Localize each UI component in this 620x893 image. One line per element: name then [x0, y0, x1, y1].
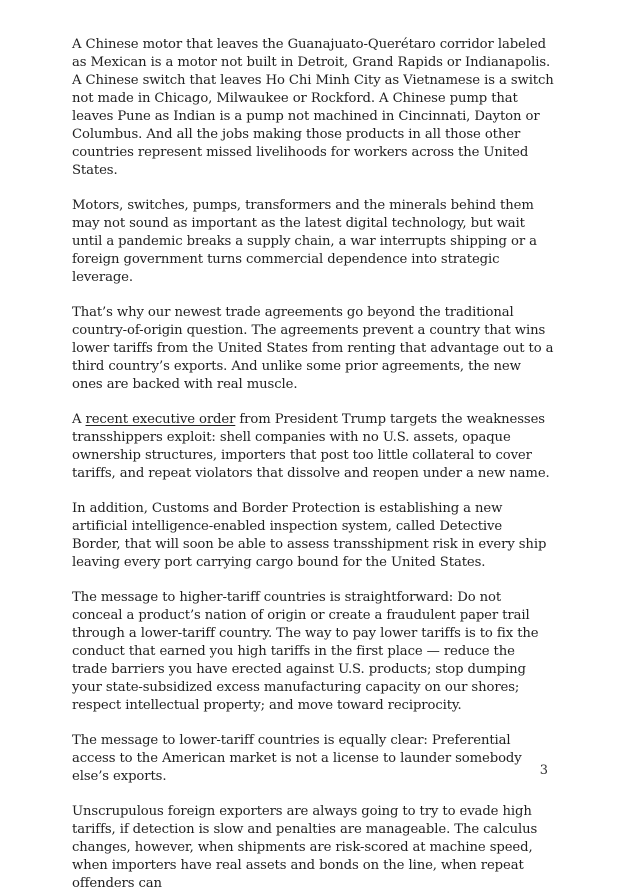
paragraph-executive-order-rest: from President Trump targets the weaknesses transshippers exploit: shell companies with no U.S. assets, opaque ownership structures, importers that post too little collateral to cover tariffs, and repeat violators that dissolve and reopen under a new name.: [72, 412, 550, 481]
paragraph-detective-border: In addition, Customs and Border Protection is establishing a new artificial intelligence-enabled inspection system, called Detective Border, that will soon be able to assess transshipment risk in every ship leaving every port carrying cargo bound for the United States.: [72, 501, 547, 570]
paragraph-trade-agreements: That’s why our newest trade agreements go beyond the traditional country-of-origin question. The agreements prevent a country that wins lower tariffs from the United States from renting that advantage out to a third country’s exports. And unlike some prior agreements, the new ones are backed with real muscle.: [72, 305, 554, 392]
article-body: [72, 36, 554, 893]
paragraph-calculus: Unscrupulous foreign exporters are always going to try to evade high tariffs, if detection is slow and penalties are manageable. The calculus changes, however, when shipments are risk-scored at machine speed, when importers have real assets and bonds on the line, when repeat offenders can: [72, 804, 538, 891]
page-number: 3: [539, 763, 548, 778]
paragraph-supply-chain: Motors, switches, pumps, transformers and the minerals behind them may not sound as important as the latest digital technology, but wait until a pandemic breaks a supply chain, a war interrupts shipping or a foreign government turns commercial dependence into strategic leverage.: [72, 198, 537, 285]
paragraph-higher-tariff: The message to higher-tariff countries is straightforward: Do not conceal a product’s nation of origin or create a fraudulent paper trail through a lower-tariff country. The way to pay lower tariffs is to fix the conduct that earned you high tariffs in the first place — reduce the trade barriers you have erected against U.S. products; stop dumping your state-subsidized excess manufacturing capacity on our shores; respect intellectual property; and move toward reciprocity.: [72, 590, 539, 713]
paragraph-executive-order-lead: A: [72, 412, 86, 427]
executive-order-link[interactable]: recent executive order: [85, 412, 236, 427]
paragraph-lower-tariff: The message to lower-tariff countries is equally clear: Preferential access to the American market is not a license to launder somebody else’s exports.: [72, 733, 522, 784]
paragraph-executive-order: [72, 411, 554, 483]
paragraph-motors-origin: A Chinese motor that leaves the Guanajuato-Querétaro corridor labeled as Mexican is a motor not built in Detroit, Grand Rapids or Indianapolis. A Chinese switch that leaves Ho Chi Minh City as Vietnamese is a switch not made in Chicago, Milwaukee or Rockford. A Chinese pump that leaves Pune as Indian is a pump not machined in Cincinnati, Dayton or Columbus. And all the jobs making those products in all those other countries represent missed livelihoods for workers across the United States.: [72, 37, 554, 178]
